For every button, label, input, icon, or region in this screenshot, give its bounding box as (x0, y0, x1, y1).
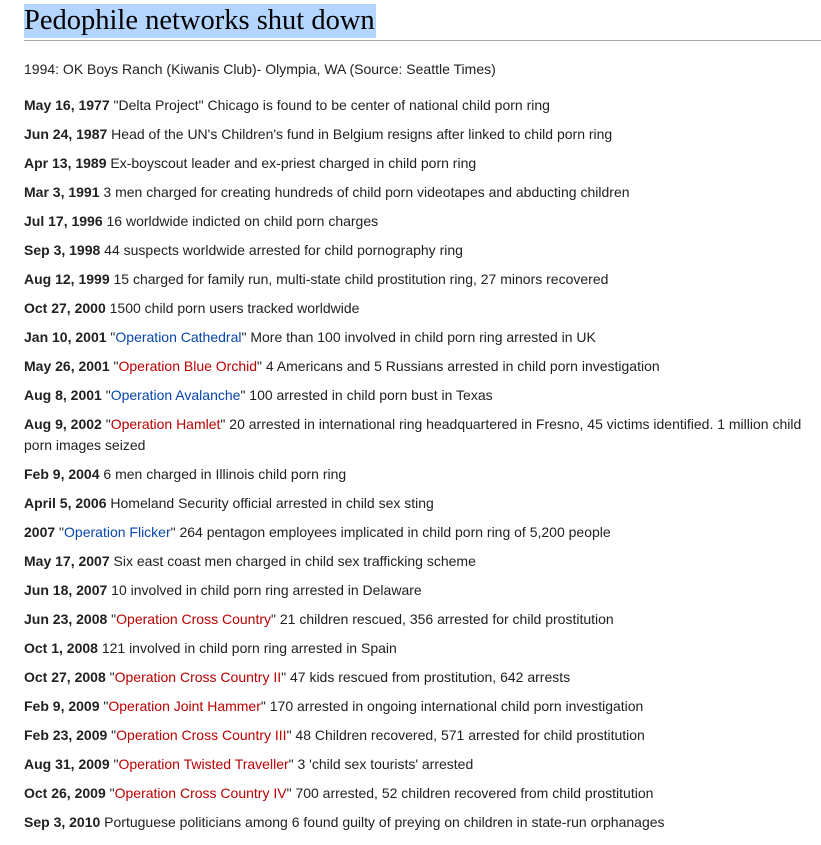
operation-link[interactable]: Operation Hamlet (110, 416, 221, 432)
timeline-entry (24, 269, 809, 290)
entry-date: Jun 24, 1987 (24, 126, 108, 142)
entry-date: Jun 18, 2007 (24, 582, 108, 598)
section-heading-container (24, 4, 821, 41)
entry-text: 15 charged for family run, multi-state child prostitution ring, 27 minors recovered (113, 271, 609, 287)
entry-text: "Delta Project" Chicago is found to be center of national child porn ring (113, 97, 550, 113)
entry-date: Oct 27, 2008 (24, 669, 106, 685)
entry-text: 3 men charged for creating hundreds of child porn videotapes and abducting children (103, 184, 630, 200)
entry-date: May 17, 2007 (24, 553, 110, 569)
entry-text: 4 Americans and 5 Russians arrested in child porn investigation (265, 358, 660, 374)
entry-text: 16 worldwide indicted on child porn charges (106, 213, 379, 229)
operation-link[interactable]: Operation Cross Country III (116, 727, 287, 743)
entry-date: Aug 9, 2002 (24, 416, 102, 432)
entry-date: Aug 12, 1999 (24, 271, 110, 287)
timeline-entry: Oct 26, 2009 "Operation Cross Country IV" 700 arrested, 52 children recovered from child prostitution (24, 785, 654, 801)
timeline-entry: Feb 9, 2009 "Operation Joint Hammer" 170 arrested in ongoing international child porn investigation (24, 698, 644, 714)
entry-date: April 5, 2006 (24, 495, 107, 511)
entry-date: Feb 9, 2004 (24, 466, 100, 482)
timeline-entry: Aug 31, 2009 "Operation Twisted Traveller" 3 'child sex tourists' arrested (24, 756, 474, 772)
timeline-entry: May 26, 2001 "Operation Blue Orchid" 4 Americans and 5 Russians arrested in child porn investigation (24, 358, 660, 374)
operation-link[interactable]: Operation Blue Orchid (118, 358, 258, 374)
entry-text: 20 arrested in international ring headquartered in Fresno, 45 victims identified. 1 million child porn images seized (24, 416, 802, 453)
operation-link[interactable]: Operation Flicker (64, 524, 171, 540)
intro-line: 1994: OK Boys Ranch (Kiwanis Club)- Olympia, WA (Source: Seattle Times) (24, 61, 496, 77)
entry-date: Mar 3, 1991 (24, 184, 100, 200)
entry-text: 47 kids rescued from prostitution, 642 arrests (289, 669, 571, 685)
entry-text: 1500 child porn users tracked worldwide (109, 300, 360, 316)
entry-date: Feb 9, 2009 (24, 698, 100, 714)
entry-date: Jan 10, 2001 (24, 329, 107, 345)
entry-date: Sep 3, 1998 (24, 242, 101, 258)
entry-text: Portuguese politicians among 6 found guilty of preying on children in state-run orphanages (104, 814, 665, 830)
entry-text: 3 'child sex tourists' arrested (297, 756, 474, 772)
timeline-entry (24, 95, 809, 116)
entry-date: Oct 26, 2009 (24, 785, 106, 801)
timeline-entry (24, 124, 809, 145)
timeline-entry: Oct 27, 2008 "Operation Cross Country II" 47 kids rescued from prostitution, 642 arrests (24, 669, 571, 685)
operation-link[interactable]: Operation Cathedral (115, 329, 242, 345)
timeline-entry (24, 638, 809, 659)
section-heading: Pedophile networks shut down (24, 5, 375, 36)
timeline-entry (24, 182, 809, 203)
entry-text: 21 children rescued, 356 arrested for child prostitution (279, 611, 614, 627)
operation-link[interactable]: Operation Cross Country (116, 611, 271, 627)
entry-text: Ex-boyscout leader and ex-priest charged in child porn ring (110, 155, 477, 171)
timeline-entry (24, 493, 809, 514)
entry-date: Feb 23, 2009 (24, 727, 108, 743)
entry-text: 10 involved in child porn ring arrested in Delaware (111, 582, 422, 598)
operation-link[interactable]: Operation Cross Country II (114, 669, 282, 685)
entry-text: 170 arrested in ongoing international child porn investigation (269, 698, 644, 714)
entry-text: 6 men charged in Illinois child porn ring (103, 466, 347, 482)
entry-text: Head of the UN's Children's fund in Belgium resigns after linked to child porn ring (111, 126, 613, 142)
timeline-entry (24, 464, 809, 485)
timeline-entry: Feb 23, 2009 "Operation Cross Country III" 48 Children recovered, 571 arrested for child prostitution (24, 727, 645, 743)
entry-text: 100 arrested in child porn bust in Texas (249, 387, 493, 403)
timeline-entry (24, 298, 809, 319)
entry-date: Sep 3, 2010 (24, 814, 101, 830)
entry-text: 264 pentagon employees implicated in child porn ring of 5,200 people (179, 524, 611, 540)
timeline-entry: Jan 10, 2001 "Operation Cathedral" More than 100 involved in child porn ring arrested in UK (24, 329, 596, 345)
entry-date: May 26, 2001 (24, 358, 110, 374)
operation-link[interactable]: Operation Joint Hammer (108, 698, 261, 714)
timeline-entry: Aug 9, 2002 "Operation Hamlet" 20 arrested in international ring headquartered in Fresno, 45 victims identified. 1 million child porn images seized (24, 416, 802, 453)
entry-text: 700 arrested, 52 children recovered from child prostitution (295, 785, 654, 801)
timeline-list (24, 95, 809, 841)
entry-date: Jul 17, 1996 (24, 213, 103, 229)
entry-text: Homeland Security official arrested in child sex sting (110, 495, 434, 511)
timeline-entry (24, 153, 809, 174)
entry-text: 121 involved in child porn ring arrested in Spain (101, 640, 397, 656)
timeline-entry (24, 812, 809, 833)
operation-link[interactable]: Operation Twisted Traveller (118, 756, 289, 772)
timeline-entry (24, 580, 809, 601)
entry-date: Oct 1, 2008 (24, 640, 98, 656)
entry-text: 48 Children recovered, 571 arrested for child prostitution (295, 727, 645, 743)
entry-date: May 16, 1977 (24, 97, 110, 113)
timeline-entry: 2007 "Operation Flicker" 264 pentagon employees implicated in child porn ring of 5,200 people (24, 524, 611, 540)
entry-date: 2007 (24, 524, 56, 540)
entry-text: 44 suspects worldwide arrested for child pornography ring (104, 242, 463, 258)
entry-date: Aug 31, 2009 (24, 756, 110, 772)
entry-date: Aug 8, 2001 (24, 387, 102, 403)
timeline-entry: Aug 8, 2001 "Operation Avalanche" 100 arrested in child porn bust in Texas (24, 387, 493, 403)
operation-link[interactable]: Operation Cross Country IV (114, 785, 287, 801)
entry-date: Jun 23, 2008 (24, 611, 108, 627)
entry-text: More than 100 involved in child porn ring arrested in UK (250, 329, 596, 345)
entry-text: Six east coast men charged in child sex trafficking scheme (113, 553, 476, 569)
timeline-entry (24, 240, 809, 261)
timeline-entry (24, 211, 809, 232)
entry-date: Oct 27, 2000 (24, 300, 106, 316)
timeline-entry: Jun 23, 2008 "Operation Cross Country" 21 children rescued, 356 arrested for child prostitution (24, 611, 614, 627)
operation-link[interactable]: Operation Avalanche (110, 387, 241, 403)
timeline-entry (24, 551, 809, 572)
entry-date: Apr 13, 1989 (24, 155, 107, 171)
